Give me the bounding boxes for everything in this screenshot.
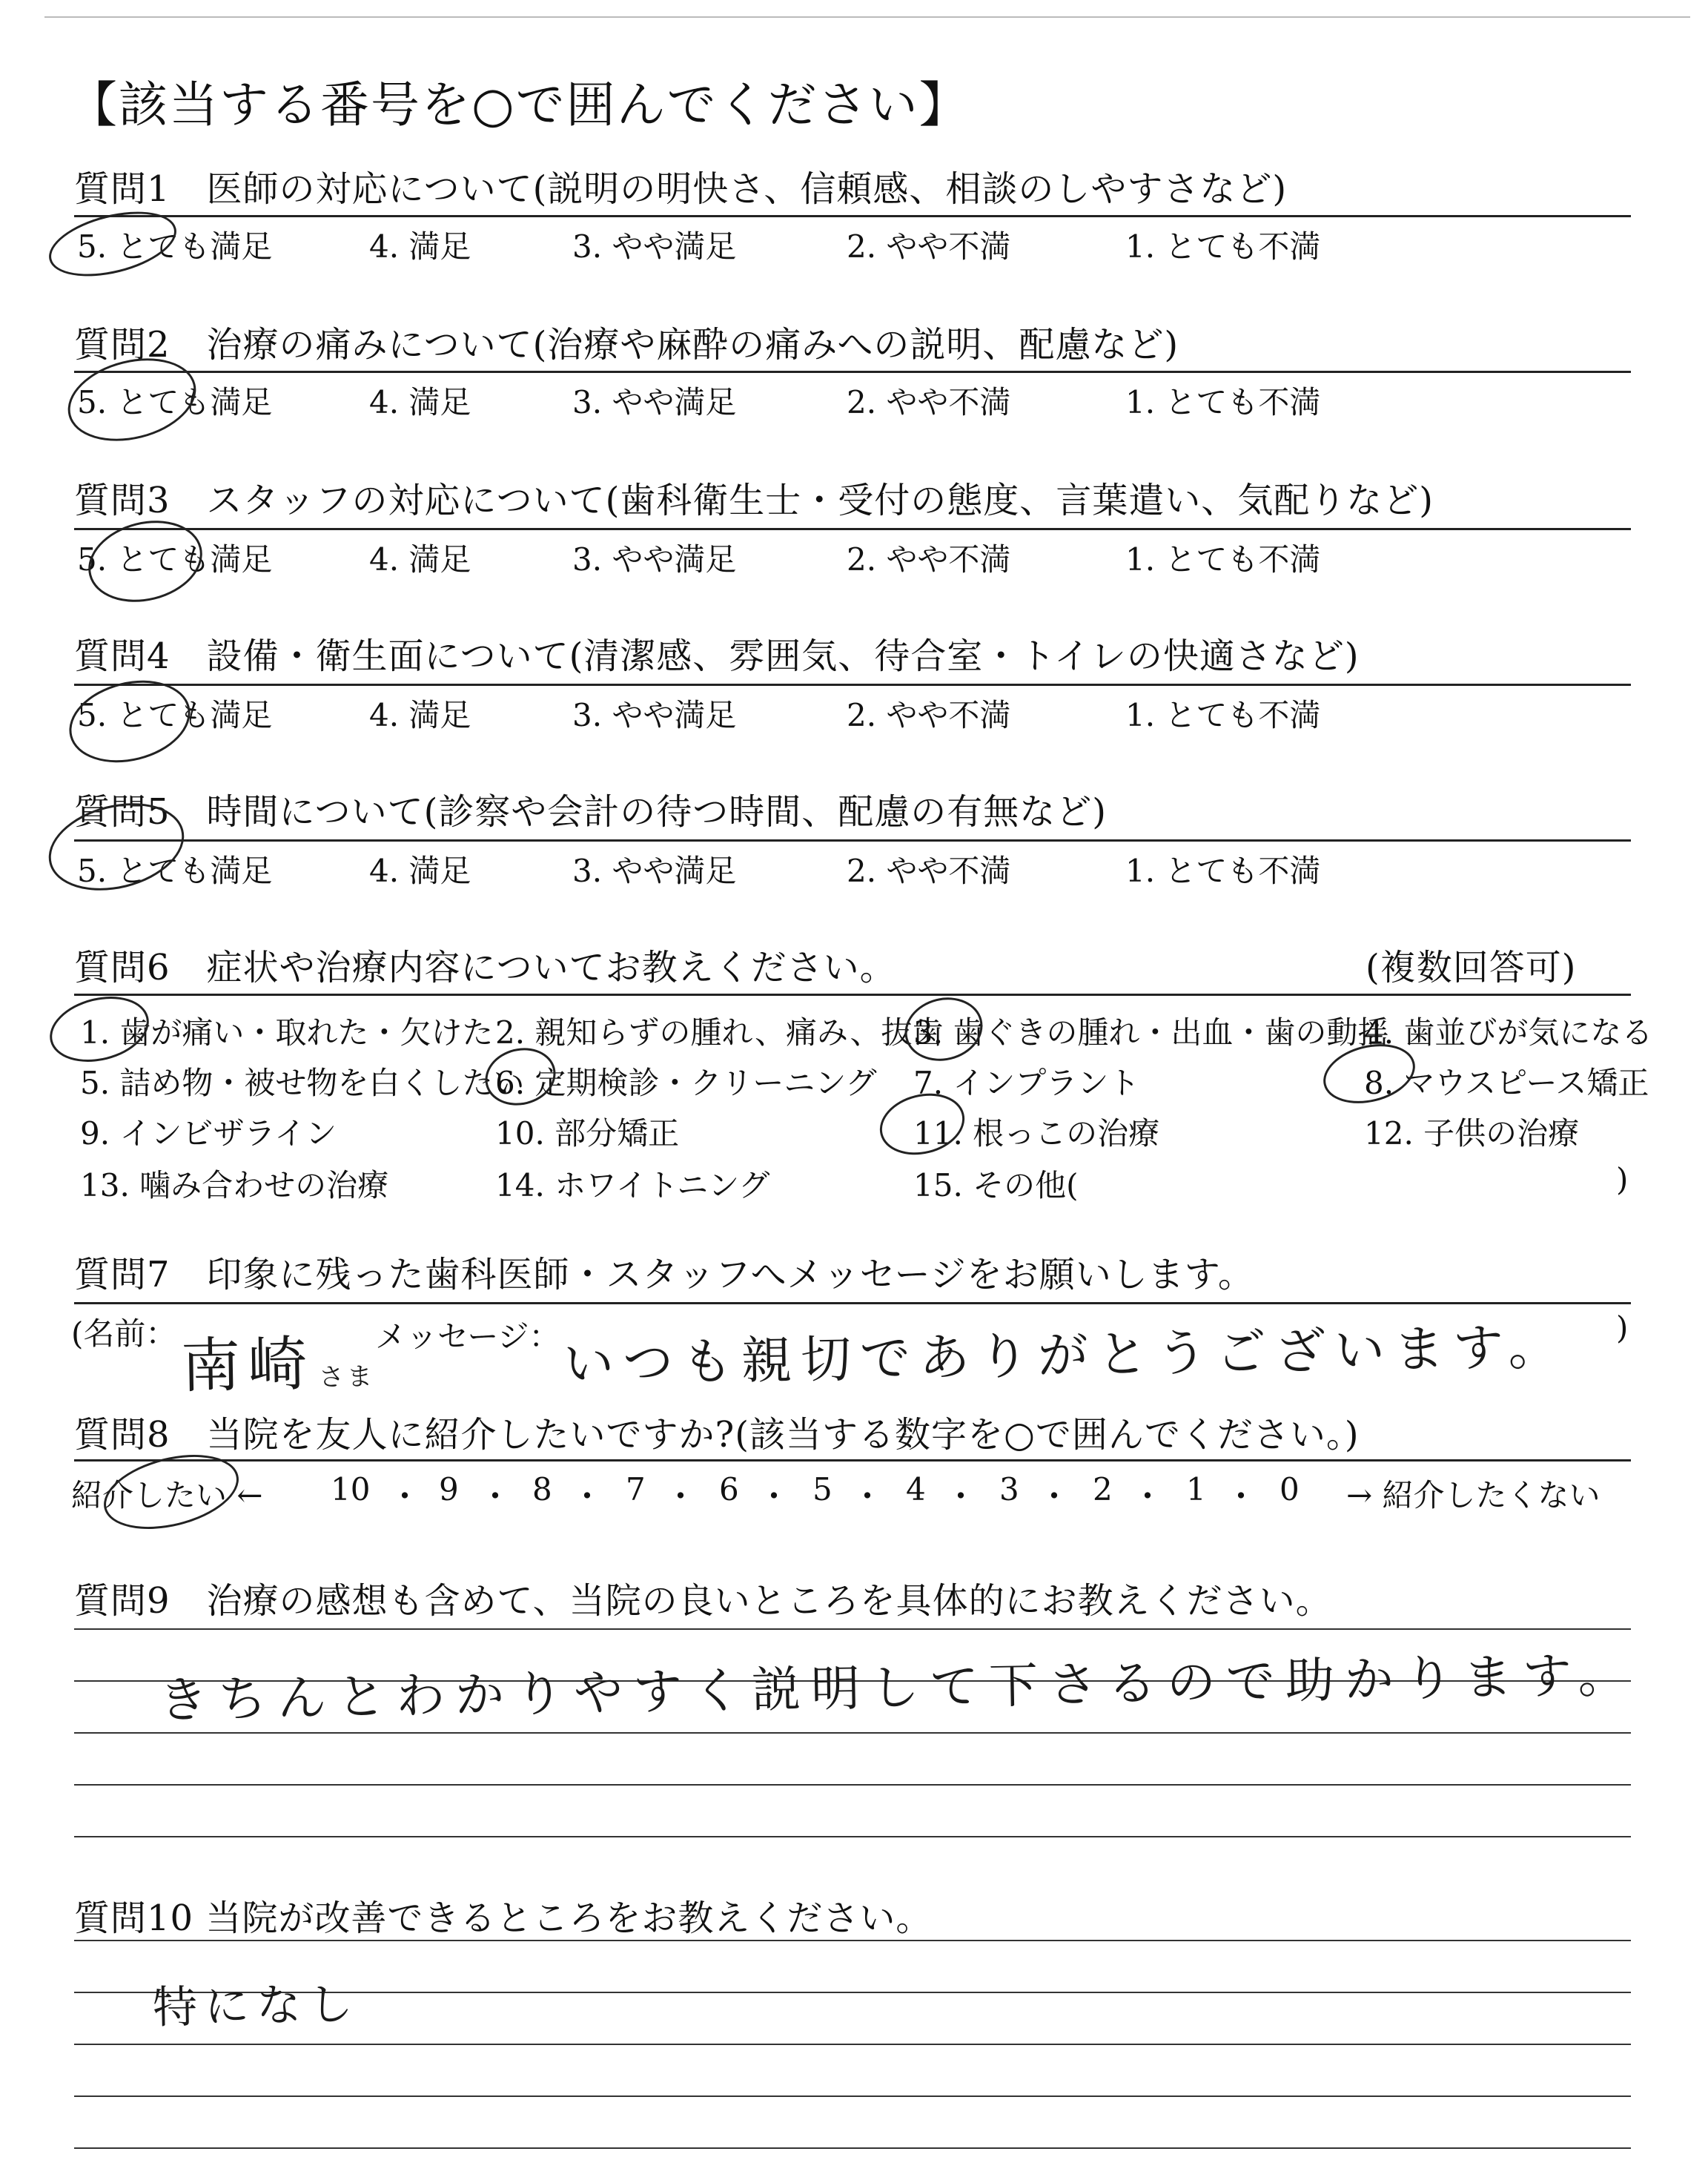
q2-option-4[interactable]: 4. 満足 <box>369 384 471 420</box>
q8-separator: ・ <box>664 1478 697 1516</box>
q2-option-2[interactable]: 2. やや不満 <box>847 384 1011 420</box>
q3-option-5[interactable]: 5. とても満足 <box>77 541 273 578</box>
q1-option-3[interactable]: 3. やや満足 <box>572 228 737 265</box>
q9-line-5 <box>74 1836 1631 1837</box>
q10-line-5 <box>74 2147 1631 2149</box>
q8-separator: ・ <box>388 1478 421 1516</box>
q6-option-13[interactable]: 13. 噛み合わせの治療 <box>80 1167 389 1203</box>
q7-handwritten-message: いつも親切でありがとうございます。 <box>563 1318 1569 1394</box>
form-title: 【該当する番号を○で囲んでください】 <box>68 76 970 133</box>
question-5: 質問5 時間について(診察や会計の待つ時間、配慮の有無など) <box>74 791 1108 833</box>
q8-number-8[interactable]: 8 <box>532 1471 552 1507</box>
q4-option-3[interactable]: 3. やや満足 <box>572 697 737 733</box>
q9-line-4 <box>74 1784 1631 1786</box>
q6-option-5[interactable]: 5. 詰め物・被せ物を白くしたい <box>80 1065 525 1101</box>
q8-separator: ・ <box>1225 1478 1257 1516</box>
q8-separator: ・ <box>851 1478 884 1516</box>
q3-option-4[interactable]: 4. 満足 <box>369 541 471 578</box>
q4-option-2[interactable]: 2. やや不満 <box>847 697 1011 733</box>
q5-option-4[interactable]: 4. 満足 <box>369 853 471 889</box>
question-3-rule <box>74 528 1631 530</box>
q3-option-2[interactable]: 2. やや不満 <box>847 541 1011 578</box>
q7-name-label: (名前： <box>71 1315 177 1352</box>
q9-line-1 <box>74 1628 1631 1630</box>
q6-option-6[interactable]: 6. 定期検診・クリーニング <box>495 1065 877 1101</box>
q10-line-1 <box>74 1940 1631 1941</box>
q8-separator: ・ <box>479 1478 512 1516</box>
q3-option-1[interactable]: 1. とても不満 <box>1125 541 1321 578</box>
q8-separator: ・ <box>758 1478 790 1516</box>
q5-option-3[interactable]: 3. やや満足 <box>572 853 737 889</box>
q5-option-1[interactable]: 1. とても不満 <box>1125 853 1321 889</box>
q8-number-4[interactable]: 4 <box>906 1471 926 1507</box>
question-4: 質問4 設備・衛生面について(清潔感、雰囲気、待合室・トイレの快適さなど) <box>74 635 1360 677</box>
question-7: 質問7 印象に残った歯科医師・スタッフへメッセージをお願いします。 <box>74 1254 1254 1295</box>
q1-answer-circle <box>42 200 183 288</box>
q6-option-3[interactable]: 3. 歯ぐきの腫れ・出血・歯の動揺 <box>913 1014 1389 1051</box>
q7-message-label: メッセージ： <box>375 1318 560 1355</box>
q6-option-15[interactable]: 15. その他( <box>913 1167 1079 1203</box>
q8-answer-circle <box>96 1442 247 1542</box>
q10-line-3 <box>74 2044 1631 2045</box>
q2-option-1[interactable]: 1. とても不満 <box>1125 384 1321 420</box>
q6-option-11[interactable]: 11. 根っこの治療 <box>913 1115 1160 1152</box>
q6-option-7[interactable]: 7. インプラント <box>913 1065 1140 1101</box>
q1-option-1[interactable]: 1. とても不満 <box>1125 228 1321 265</box>
question-6: 質問6 症状や治療内容についてお教えください。 <box>74 947 896 988</box>
q7-close-paren: ) <box>1616 1309 1629 1346</box>
q4-option-5[interactable]: 5. とても満足 <box>77 697 273 733</box>
q7-handwritten-honorific: さま <box>318 1361 376 1393</box>
q8-separator: ・ <box>1131 1478 1164 1516</box>
q6-option-4[interactable]: 4. 歯並びが気になる <box>1364 1014 1653 1051</box>
q1-option-5[interactable]: 5. とても満足 <box>77 228 273 265</box>
q8-left-label: 紹介したい ← <box>71 1477 263 1513</box>
q9-line-3 <box>74 1732 1631 1734</box>
q2-option-3[interactable]: 3. やや満足 <box>572 384 737 420</box>
q8-separator: ・ <box>571 1478 603 1516</box>
q6-option-15-close: ) <box>1616 1161 1629 1198</box>
q8-right-label: → 紹介したくない <box>1346 1477 1601 1513</box>
question-1: 質問1 医師の対応について(説明の明快さ、信頼感、相談のしやすさなど) <box>74 168 1288 210</box>
q4-option-4[interactable]: 4. 満足 <box>369 697 471 733</box>
q4-option-1[interactable]: 1. とても不満 <box>1125 697 1321 733</box>
q8-number-3[interactable]: 3 <box>999 1471 1019 1507</box>
q6-option-12[interactable]: 12. 子供の治療 <box>1364 1115 1580 1152</box>
q8-separator: ・ <box>944 1478 977 1516</box>
q9-handwritten-answer: きちんとわかりやすく説明して下さるので助かります。 <box>158 1646 1638 1729</box>
q5-option-2[interactable]: 2. やや不満 <box>847 853 1011 889</box>
q8-number-6[interactable]: 6 <box>719 1471 739 1507</box>
question-2: 質問2 治療の痛みについて(治療や麻酔の痛みへの説明、配慮など) <box>74 324 1179 366</box>
q5-option-5[interactable]: 5. とても満足 <box>77 853 273 889</box>
question-10: 質問10 当院が改善できるところをお教えください。 <box>74 1898 933 1939</box>
q3-option-3[interactable]: 3. やや満足 <box>572 541 737 578</box>
q6-option-9[interactable]: 9. インビザライン <box>80 1115 337 1152</box>
question-5-rule <box>74 839 1631 842</box>
q8-number-1[interactable]: 1 <box>1186 1471 1206 1507</box>
question-9: 質問9 治療の感想も含めて、当院の良いところを具体的にお教えください。 <box>74 1580 1332 1622</box>
question-7-rule <box>74 1302 1631 1304</box>
q6-answer-circle-3 <box>898 989 989 1069</box>
question-3: 質問3 スタッフの対応について(歯科衛生士・受付の態度、言葉遣い、気配りなど) <box>74 480 1434 521</box>
q6-option-14[interactable]: 14. ホワイトニング <box>495 1167 770 1203</box>
q8-number-10[interactable]: 10 <box>331 1471 371 1507</box>
q3-answer-circle <box>79 509 211 614</box>
question-1-rule <box>74 215 1631 217</box>
q6-option-8[interactable]: 8. マウスピース矯正 <box>1364 1065 1649 1101</box>
q10-handwritten-answer: 特になし <box>152 1978 361 2034</box>
q8-number-0[interactable]: 0 <box>1280 1471 1300 1507</box>
q6-option-10[interactable]: 10. 部分矯正 <box>495 1115 680 1152</box>
question-2-rule <box>74 371 1631 373</box>
question-6-rule <box>74 994 1631 996</box>
q6-option-1[interactable]: 1. 歯が痛い・取れた・欠けた <box>80 1014 494 1051</box>
q8-number-7[interactable]: 7 <box>626 1471 646 1507</box>
q8-number-5[interactable]: 5 <box>812 1471 833 1507</box>
q8-separator: ・ <box>1038 1478 1070 1516</box>
q8-number-9[interactable]: 9 <box>439 1471 459 1507</box>
question-8: 質問8 当院を友人に紹介したいですか?(該当する数字を○で囲んでください。) <box>74 1414 1360 1456</box>
question-4-rule <box>74 684 1631 686</box>
q8-number-2[interactable]: 2 <box>1093 1471 1113 1507</box>
q7-handwritten-name: 南崎 <box>180 1329 315 1401</box>
question-8-rule <box>74 1459 1631 1462</box>
q2-option-5[interactable]: 5. とても満足 <box>77 384 273 420</box>
q10-line-4 <box>74 2095 1631 2097</box>
q6-option-2[interactable]: 2. 親知らずの腫れ、痛み、抜歯 <box>495 1014 944 1051</box>
q1-option-2[interactable]: 2. やや不満 <box>847 228 1011 265</box>
question-6-note: (複数回答可) <box>1366 947 1577 988</box>
q1-option-4[interactable]: 4. 満足 <box>369 228 471 265</box>
page-top-edge <box>44 16 1690 18</box>
